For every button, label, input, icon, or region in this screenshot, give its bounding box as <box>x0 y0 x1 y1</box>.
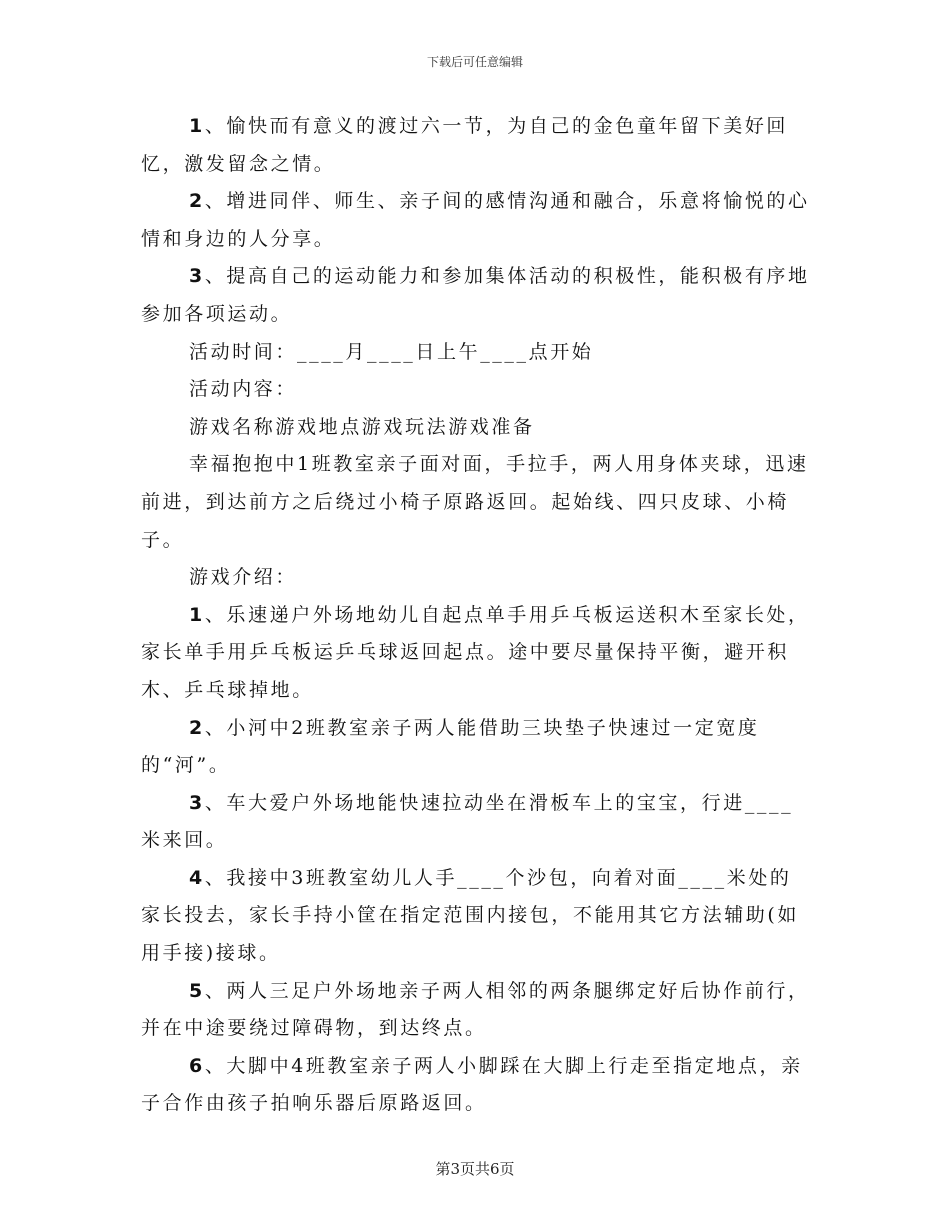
paragraph-text: 、乐速递户外场地幼儿自起点单手用乒乓板运送积木至家长处，家长单手用乒乓板运乒乓球返回起点。途中要尽量保持平衡，避开积木、乒乓球掉地。 <box>141 603 810 701</box>
item-number: 5 <box>189 979 205 1002</box>
paragraph-goal-3 <box>141 258 813 333</box>
paragraph-activity-content <box>141 371 813 409</box>
paragraph-activity-time <box>141 334 813 372</box>
paragraph-text: 、我接中3班教室幼儿人手____个沙包，向着对面____米处的家长投去，家长手持小筐在指定范围内接包，不能用其它方法辅助(如用手接)接球。 <box>141 866 800 965</box>
paragraph-text: 幸福抱抱中1班教室亲子面对面，手拉手，两人用身体夹球，迅速前进，到达前方之后绕过小椅子原路返回。起始线、四只皮球、小椅子。 <box>141 453 809 551</box>
paragraph-text: 、大脚中4班教室亲子两人小脚踩在大脚上行走至指定地点，亲子合作由孩子拍响乐器后原路返回。 <box>141 1054 803 1115</box>
paragraph-goal-1 <box>141 108 813 183</box>
paragraph-game-6 <box>141 1048 813 1123</box>
paragraph-game-5 <box>141 973 813 1048</box>
paragraph-game-3 <box>141 785 813 860</box>
page-header: 下载后可任意编辑 <box>426 55 523 69</box>
item-number: 2 <box>189 190 205 213</box>
paragraph-game-4 <box>141 860 813 973</box>
item-number: 3 <box>189 265 205 288</box>
paragraph-text: 活动时间：____月____日上午____点开始 <box>189 340 594 363</box>
paragraph-text: 、提高自己的运动能力和参加集体活动的积极性，能积极有序地参加各项运动。 <box>141 265 810 325</box>
page-footer: 第3页共6页 <box>435 1160 515 1178</box>
paragraph-text: 游戏介绍： <box>189 566 298 589</box>
paragraph-game-2 <box>141 710 813 785</box>
paragraph-game-1 <box>141 597 813 710</box>
item-number: 4 <box>189 866 205 889</box>
paragraph-text: 活动内容： <box>189 378 298 401</box>
paragraph-goal-2 <box>141 183 813 258</box>
paragraph-text: 、小河中2班教室亲子两人能借助三块垫子快速过一定宽度的“河”。 <box>141 716 760 777</box>
item-number: 1 <box>189 115 205 137</box>
item-number: 3 <box>189 791 205 814</box>
paragraph-game-happy-hug <box>141 446 813 559</box>
item-number: 2 <box>189 716 205 739</box>
paragraph-text: 游戏名称游戏地点游戏玩法游戏准备 <box>189 415 535 438</box>
document-body <box>141 108 813 1123</box>
paragraph-game-columns <box>141 409 813 447</box>
paragraph-text: 、车大爱户外场地能快速拉动坐在滑板车上的宝宝，行进____米来回。 <box>141 791 794 852</box>
item-number: 6 <box>189 1054 205 1077</box>
paragraph-text: 、两人三足户外场地亲子两人相邻的两条腿绑定好后协作前行，并在中途要绕过障碍物，到达终点。 <box>141 979 810 1040</box>
paragraph-game-intro <box>141 559 813 597</box>
paragraph-text: 、愉快而有意义的渡过六一节，为自己的金色童年留下美好回忆，激发留念之情。 <box>141 115 789 175</box>
paragraph-text: 、增进同伴、师生、亲子间的感情沟通和融合，乐意将愉悦的心情和身边的人分享。 <box>141 190 810 250</box>
item-number: 1 <box>189 603 205 626</box>
